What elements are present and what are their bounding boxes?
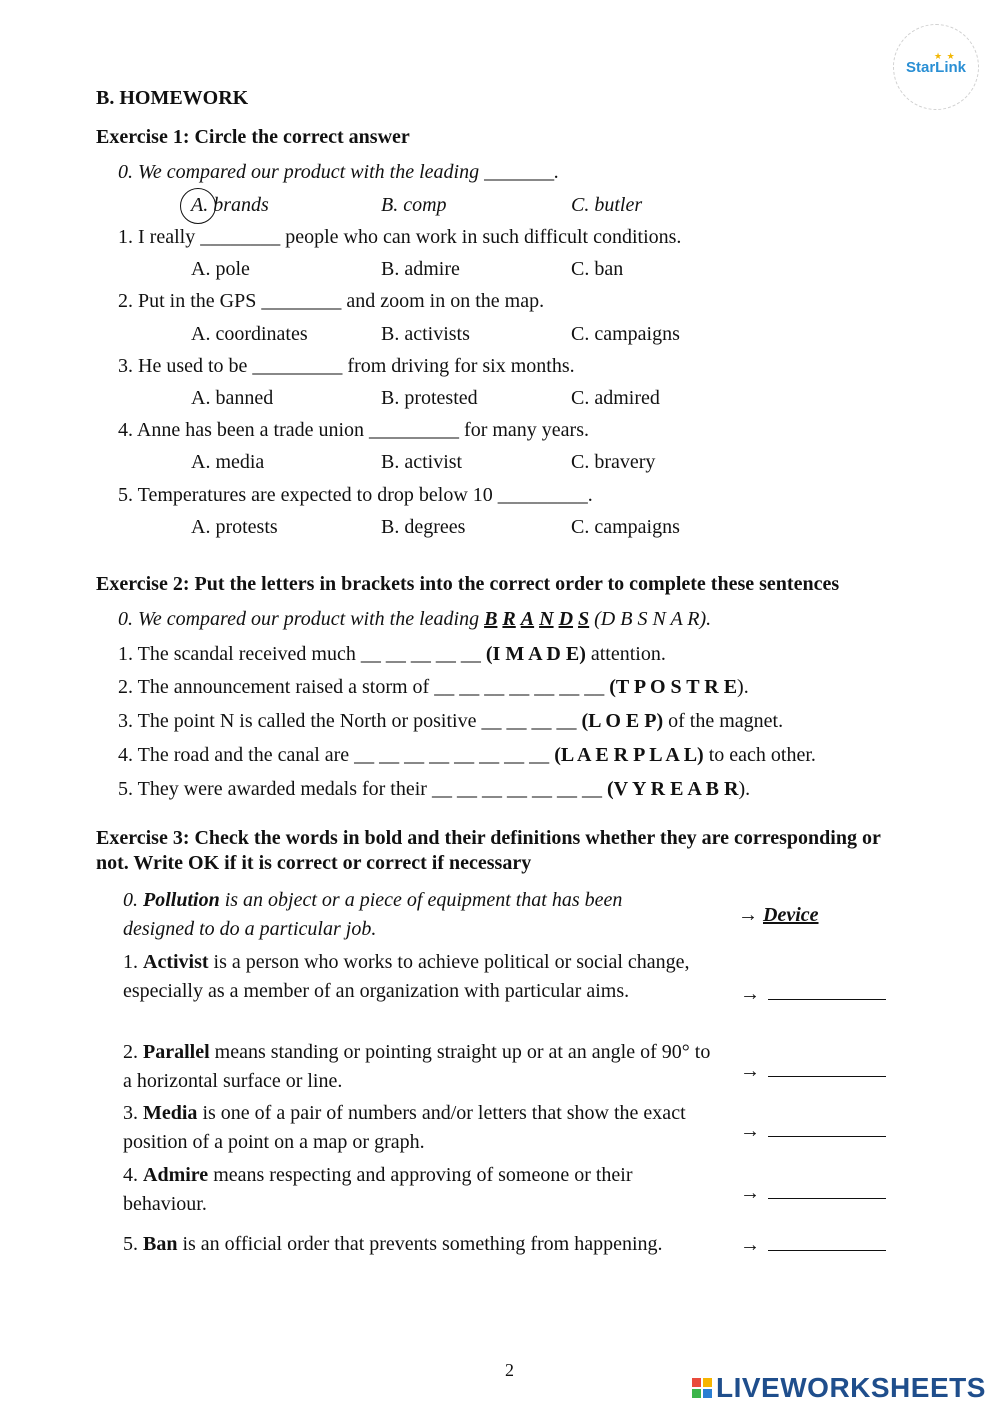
ex1-q2: 2. Put in the GPS ________ and zoom in on the map.	[118, 290, 545, 312]
ex1-q3-option-b[interactable]: B. protested	[381, 387, 478, 409]
ex2-q5-text: 5. They were awarded medals for their __ __ __ __ __ __ __	[118, 778, 607, 800]
ex3-q1-word: Activist	[143, 951, 209, 973]
page-number: 2	[505, 1360, 514, 1380]
ex3-example-answer-word: Device	[763, 904, 819, 926]
ex3-q3-definition	[123, 1099, 713, 1157]
ex2-q3-letters: (L O E P)	[581, 710, 664, 732]
liveworksheets-logo	[692, 1372, 986, 1404]
ex3-q1-answer[interactable]	[740, 981, 886, 1006]
ex1-q4-option-b[interactable]: B. activist	[381, 451, 463, 473]
ex3-example-definition	[123, 886, 683, 944]
starlink-logo	[893, 24, 979, 110]
ex2-answer-letter: S	[578, 608, 590, 630]
ex2-q3-text: 3. The point N is called the North or positive __ __ __ __	[118, 710, 582, 732]
ex3-q2-num: 2.	[123, 1041, 143, 1063]
ex2-q2[interactable]	[118, 676, 749, 699]
arrow-right-icon: →	[738, 904, 758, 926]
ex2-example-letters: (D B S N A R).	[594, 608, 712, 630]
ex3-q4-definition	[123, 1161, 713, 1219]
ex1-title: Exercise 1: Circle the correct answer	[96, 126, 410, 148]
ex2-example-text: 0. We compared our product with the leading	[118, 608, 485, 630]
arrow-right-icon: →	[740, 1182, 760, 1204]
ex2-answer-letter: B	[484, 608, 498, 630]
grid-square	[692, 1389, 701, 1398]
ex2-q1-text: 1. The scandal received much __ __ __ __ __	[118, 643, 486, 665]
ex3-q2-answer[interactable]	[740, 1058, 886, 1083]
ex2-q4-text: 4. The road and the canal are __ __ __ __ __ __ __ __	[118, 744, 555, 766]
ex1-q2-option-c[interactable]: C. campaigns	[571, 323, 680, 345]
ex3-q3-answer-blank[interactable]	[768, 1118, 886, 1137]
grid-square	[692, 1378, 701, 1387]
ex1-example-option-b: B. comp	[381, 194, 447, 216]
ex3-q5-num: 5.	[123, 1233, 143, 1255]
ex3-q2-word: Parallel	[143, 1041, 210, 1063]
ex2-q5-letters: (V Y R E A B R	[606, 778, 739, 800]
ex3-q2-answer-blank[interactable]	[768, 1058, 886, 1077]
ex3-q3-num: 3.	[123, 1102, 143, 1124]
ex2-q4-letters: (L A E R P L A L)	[554, 744, 704, 766]
ex2-q5[interactable]	[118, 778, 750, 801]
ex2-answer-letter: D	[558, 608, 574, 630]
ex3-example-num: 0.	[123, 889, 143, 911]
ex3-q1-text: is a person who works to achieve political or social change, especially as a member of an organization with particular aims.	[123, 951, 690, 1002]
ex1-q4-option-c[interactable]: C. bravery	[571, 451, 656, 473]
logo-stars-icon: ★ ★	[934, 51, 956, 61]
ex3-example-word: Pollution	[143, 889, 220, 911]
ex2-q3-tail: of the magnet.	[663, 710, 784, 732]
ex3-q5-word: Ban	[143, 1233, 178, 1255]
ex2-answer-letter: R	[502, 608, 516, 630]
ex2-q3[interactable]	[118, 710, 783, 733]
ex2-q5-tail: ).	[738, 778, 751, 800]
logo-text: StarLink	[905, 58, 966, 76]
ex2-q4[interactable]	[118, 744, 816, 767]
grid-square	[703, 1389, 712, 1398]
ex2-q2-tail: ).	[737, 676, 749, 698]
ex1-example-option-c: C. butler	[571, 194, 643, 216]
ex3-title-line1: Exercise 3: Check the words in bold and their definitions whether they are corresponding or	[96, 827, 881, 849]
ex1-q2-option-a[interactable]: A. coordinates	[191, 323, 308, 345]
ex1-q5-option-a[interactable]: A. protests	[191, 516, 278, 538]
ex1-example-question: 0. We compared our product with the leading _______.	[118, 161, 560, 183]
grid-square	[703, 1378, 712, 1387]
ex3-q1-answer-blank[interactable]	[768, 981, 886, 1000]
ex1-q3: 3. He used to be _________ from driving for six months.	[118, 355, 575, 377]
ex3-q2-text: means standing or pointing straight up or at an angle of 90° to a horizontal surface or line.	[123, 1041, 711, 1092]
ex3-q1-definition	[123, 948, 713, 1006]
ex1-q4: 4. Anne has been a trade union _________ for many years.	[118, 419, 589, 441]
ex1-q5-option-c[interactable]: C. campaigns	[571, 516, 680, 538]
liveworksheets-text: LIVEWORKSHEETS	[716, 1372, 986, 1403]
ex2-q4-tail: to each other.	[703, 744, 816, 766]
ex3-q4-answer[interactable]	[740, 1180, 886, 1205]
ex1-q4-option-a[interactable]: A. media	[191, 451, 265, 473]
ex2-q2-text: 2. The announcement raised a storm of __ __ __ __ __ __ __	[118, 676, 610, 698]
ex1-q5-option-b[interactable]: B. degrees	[381, 516, 466, 538]
ex1-q2-option-b[interactable]: B. activists	[381, 323, 470, 345]
ex1-q1-option-b[interactable]: B. admire	[381, 258, 460, 280]
ex1-q3-option-c[interactable]: C. admired	[571, 387, 660, 409]
ex3-q4-answer-blank[interactable]	[768, 1180, 886, 1199]
ex3-example-text: is an object or a piece of equipment that has been designed to do a particular job.	[123, 889, 623, 940]
ex3-q4-word: Admire	[143, 1164, 209, 1186]
ex2-answer-letter: N	[539, 608, 554, 630]
ex1-q3-option-a[interactable]: A. banned	[191, 387, 274, 409]
arrow-right-icon: →	[740, 1234, 760, 1256]
ex3-q5-definition	[123, 1230, 713, 1259]
ex3-q3-word: Media	[143, 1102, 198, 1124]
ex3-example-answer	[738, 904, 819, 927]
ex3-q1-num: 1.	[123, 951, 143, 973]
ex3-q4-num: 4.	[123, 1164, 143, 1186]
ex1-example-option-a: A. brands	[191, 194, 269, 216]
ex1-q1-option-a[interactable]: A. pole	[191, 258, 250, 280]
ex1-q1: 1. I really ________ people who can work in such difficult conditions.	[118, 226, 682, 248]
ex3-q5-text: is an official order that prevents something from happening.	[177, 1233, 663, 1255]
section-title: B. HOMEWORK	[96, 87, 249, 109]
ex2-q2-letters: (T P O S T R E	[609, 676, 738, 698]
ex3-q3-text: is one of a pair of numbers and/or letters that show the exact position of a point on a map or graph.	[123, 1102, 686, 1153]
ex3-q4-text: means respecting and approving of someone or their behaviour.	[123, 1164, 633, 1215]
ex2-example	[118, 608, 711, 631]
ex2-q1-letters: (I M A D E)	[485, 643, 586, 665]
ex3-q5-answer[interactable]	[740, 1232, 886, 1257]
ex2-answer-letter: A	[520, 608, 535, 630]
ex2-title: Exercise 2: Put the letters in brackets into the correct order to complete these sentences	[96, 573, 840, 595]
ex3-q2-definition	[123, 1038, 713, 1096]
ex3-title-line2: not. Write OK if it is correct or correct if necessary	[96, 852, 532, 874]
arrow-right-icon: →	[740, 1060, 760, 1082]
ex2-q1[interactable]	[118, 643, 666, 666]
arrow-right-icon: →	[740, 983, 760, 1005]
arrow-right-icon: →	[740, 1120, 760, 1142]
ex1-q1-option-c[interactable]: C. ban	[571, 258, 624, 280]
liveworksheets-grid-icon	[692, 1378, 712, 1398]
ex1-q5: 5. Temperatures are expected to drop below 10 _________.	[118, 484, 593, 506]
ex3-q3-answer[interactable]	[740, 1118, 886, 1143]
ex2-q1-tail: attention.	[585, 643, 666, 665]
ex3-q5-answer-blank[interactable]	[768, 1232, 886, 1251]
